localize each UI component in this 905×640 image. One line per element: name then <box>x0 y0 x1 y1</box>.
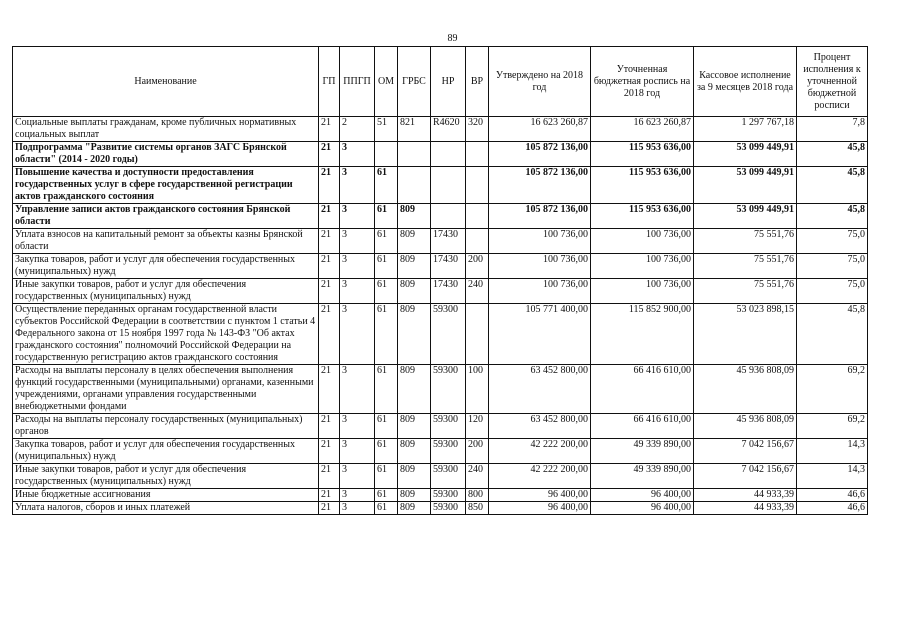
cell-vr <box>466 229 489 254</box>
cell-approved: 42 222 200,00 <box>489 464 591 489</box>
header-approved: Утверждено на 2018 год <box>489 47 591 117</box>
cell-om: 61 <box>375 229 398 254</box>
cell-om: 61 <box>375 254 398 279</box>
cell-vr: 850 <box>466 502 489 515</box>
cell-om: 61 <box>375 365 398 414</box>
cell-percent: 46,6 <box>797 502 868 515</box>
cell-percent: 14,3 <box>797 439 868 464</box>
cell-nr: 17430 <box>431 229 466 254</box>
cell-vr: 100 <box>466 365 489 414</box>
cell-name: Управление записи актов гражданского состояния Брянской области <box>13 204 319 229</box>
table-row <box>13 502 868 515</box>
cell-refined: 49 339 890,00 <box>591 464 694 489</box>
cell-name: Уплата налогов, сборов и иных платежей <box>13 502 319 515</box>
cell-gp: 21 <box>319 439 340 464</box>
cell-nr: 59300 <box>431 489 466 502</box>
cell-cash: 44 933,39 <box>694 489 797 502</box>
cell-name: Расходы на выплаты персоналу в целях обеспечения выполнения функций государственными (муниципальными) органами, казенными учреждениями, органами управления государственными внебюджетными фондами <box>13 365 319 414</box>
cell-name: Осуществление переданных органам государственной власти субъектов Российской Федерации в соответствии с пунктом 1 статьи 4 Федерального закона от 15 ноября 1997 года № 143-ФЗ "Об актах гражданского состояния" полномочий Российской Федерации на государственную регистрацию актов гражданского состояния <box>13 304 319 365</box>
header-cash: Кассовое исполнение за 9 месяцев 2018 года <box>694 47 797 117</box>
header-name: Наименование <box>13 47 319 117</box>
cell-name: Социальные выплаты гражданам, кроме публичных нормативных социальных выплат <box>13 117 319 142</box>
cell-grbs <box>398 167 431 204</box>
cell-vr: 120 <box>466 414 489 439</box>
cell-vr <box>466 142 489 167</box>
cell-percent: 45,8 <box>797 142 868 167</box>
cell-om: 61 <box>375 502 398 515</box>
cell-refined: 96 400,00 <box>591 489 694 502</box>
cell-ppgp: 3 <box>340 142 375 167</box>
cell-gp: 21 <box>319 229 340 254</box>
cell-refined: 115 953 636,00 <box>591 142 694 167</box>
cell-gp: 21 <box>319 204 340 229</box>
cell-om: 51 <box>375 117 398 142</box>
cell-gp: 21 <box>319 464 340 489</box>
budget-table <box>12 46 868 515</box>
cell-nr: 59300 <box>431 502 466 515</box>
cell-grbs: 809 <box>398 464 431 489</box>
cell-nr <box>431 167 466 204</box>
cell-vr: 240 <box>466 464 489 489</box>
cell-cash: 7 042 156,67 <box>694 464 797 489</box>
cell-cash: 53 099 449,91 <box>694 204 797 229</box>
cell-approved: 96 400,00 <box>489 502 591 515</box>
cell-cash: 7 042 156,67 <box>694 439 797 464</box>
cell-ppgp: 2 <box>340 117 375 142</box>
cell-ppgp: 3 <box>340 439 375 464</box>
table-row <box>13 117 868 142</box>
cell-percent: 45,8 <box>797 304 868 365</box>
cell-cash: 53 023 898,15 <box>694 304 797 365</box>
cell-percent: 46,6 <box>797 489 868 502</box>
cell-refined: 66 416 610,00 <box>591 414 694 439</box>
cell-percent: 45,8 <box>797 167 868 204</box>
cell-refined: 115 852 900,00 <box>591 304 694 365</box>
cell-nr: 59300 <box>431 439 466 464</box>
cell-nr: 59300 <box>431 464 466 489</box>
cell-grbs <box>398 142 431 167</box>
cell-ppgp: 3 <box>340 502 375 515</box>
cell-om: 61 <box>375 489 398 502</box>
cell-grbs: 809 <box>398 204 431 229</box>
cell-vr: 800 <box>466 489 489 502</box>
cell-nr <box>431 204 466 229</box>
cell-cash: 53 099 449,91 <box>694 167 797 204</box>
cell-vr: 200 <box>466 439 489 464</box>
cell-name: Расходы на выплаты персоналу государственных (муниципальных) органов <box>13 414 319 439</box>
cell-ppgp: 3 <box>340 167 375 204</box>
cell-grbs: 809 <box>398 439 431 464</box>
table-row <box>13 439 868 464</box>
cell-cash: 44 933,39 <box>694 502 797 515</box>
cell-gp: 21 <box>319 117 340 142</box>
cell-percent: 75,0 <box>797 229 868 254</box>
table-row <box>13 304 868 365</box>
table-row <box>13 229 868 254</box>
cell-approved: 63 452 800,00 <box>489 414 591 439</box>
cell-grbs: 809 <box>398 489 431 502</box>
cell-approved: 100 736,00 <box>489 279 591 304</box>
cell-gp: 21 <box>319 502 340 515</box>
cell-percent: 75,0 <box>797 279 868 304</box>
cell-gp: 21 <box>319 167 340 204</box>
cell-grbs: 809 <box>398 304 431 365</box>
cell-grbs: 809 <box>398 229 431 254</box>
cell-gp: 21 <box>319 254 340 279</box>
cell-percent: 7,8 <box>797 117 868 142</box>
cell-nr: 59300 <box>431 414 466 439</box>
cell-name: Подпрограмма "Развитие системы органов ЗАГС Брянской области" (2014 - 2020 годы) <box>13 142 319 167</box>
header-row <box>13 47 868 117</box>
cell-om <box>375 142 398 167</box>
cell-gp: 21 <box>319 414 340 439</box>
table-row <box>13 167 868 204</box>
header-refined: Уточненная бюджетная роспись на 2018 год <box>591 47 694 117</box>
cell-om: 61 <box>375 167 398 204</box>
cell-approved: 105 872 136,00 <box>489 204 591 229</box>
cell-om: 61 <box>375 464 398 489</box>
cell-cash: 75 551,76 <box>694 254 797 279</box>
cell-approved: 63 452 800,00 <box>489 365 591 414</box>
cell-gp: 21 <box>319 304 340 365</box>
cell-om: 61 <box>375 414 398 439</box>
table-row <box>13 489 868 502</box>
cell-refined: 49 339 890,00 <box>591 439 694 464</box>
cell-ppgp: 3 <box>340 304 375 365</box>
cell-cash: 75 551,76 <box>694 229 797 254</box>
cell-percent: 14,3 <box>797 464 868 489</box>
cell-cash: 53 099 449,91 <box>694 142 797 167</box>
cell-ppgp: 3 <box>340 254 375 279</box>
header-gp: ГП <box>319 47 340 117</box>
cell-om: 61 <box>375 304 398 365</box>
table-row <box>13 204 868 229</box>
cell-cash: 75 551,76 <box>694 279 797 304</box>
cell-percent: 75,0 <box>797 254 868 279</box>
cell-percent: 45,8 <box>797 204 868 229</box>
cell-refined: 16 623 260,87 <box>591 117 694 142</box>
cell-approved: 16 623 260,87 <box>489 117 591 142</box>
cell-name: Закупка товаров, работ и услуг для обеспечения государственных (муниципальных) нужд <box>13 439 319 464</box>
cell-vr: 320 <box>466 117 489 142</box>
cell-name: Иные закупки товаров, работ и услуг для обеспечения государственных (муниципальных) нужд <box>13 279 319 304</box>
cell-refined: 96 400,00 <box>591 502 694 515</box>
cell-grbs: 809 <box>398 414 431 439</box>
cell-ppgp: 3 <box>340 464 375 489</box>
header-ppgp: ППГП <box>340 47 375 117</box>
cell-grbs: 821 <box>398 117 431 142</box>
cell-refined: 100 736,00 <box>591 229 694 254</box>
cell-cash: 45 936 808,09 <box>694 365 797 414</box>
header-percent: Процент исполнения к уточненной бюджетной росписи <box>797 47 868 117</box>
cell-name: Закупка товаров, работ и услуг для обеспечения государственных (муниципальных) нужд <box>13 254 319 279</box>
cell-refined: 115 953 636,00 <box>591 167 694 204</box>
table-row <box>13 365 868 414</box>
cell-name: Иные бюджетные ассигнования <box>13 489 319 502</box>
cell-gp: 21 <box>319 279 340 304</box>
cell-refined: 100 736,00 <box>591 279 694 304</box>
cell-vr <box>466 167 489 204</box>
cell-ppgp: 3 <box>340 279 375 304</box>
cell-name: Уплата взносов на капитальный ремонт за объекты казны Брянской области <box>13 229 319 254</box>
page-number: 89 <box>447 33 458 44</box>
cell-cash: 45 936 808,09 <box>694 414 797 439</box>
cell-approved: 100 736,00 <box>489 254 591 279</box>
cell-vr <box>466 204 489 229</box>
cell-gp: 21 <box>319 142 340 167</box>
cell-om: 61 <box>375 279 398 304</box>
cell-percent: 69,2 <box>797 365 868 414</box>
table-row <box>13 464 868 489</box>
table-row <box>13 142 868 167</box>
cell-gp: 21 <box>319 489 340 502</box>
cell-grbs: 809 <box>398 365 431 414</box>
cell-name: Иные закупки товаров, работ и услуг для обеспечения государственных (муниципальных) нужд <box>13 464 319 489</box>
cell-ppgp: 3 <box>340 489 375 502</box>
cell-grbs: 809 <box>398 279 431 304</box>
cell-ppgp: 3 <box>340 414 375 439</box>
cell-approved: 96 400,00 <box>489 489 591 502</box>
cell-vr: 240 <box>466 279 489 304</box>
table-row <box>13 254 868 279</box>
cell-refined: 100 736,00 <box>591 254 694 279</box>
cell-ppgp: 3 <box>340 204 375 229</box>
cell-gp: 21 <box>319 365 340 414</box>
header-nr: НР <box>431 47 466 117</box>
cell-approved: 105 771 400,00 <box>489 304 591 365</box>
cell-cash: 1 297 767,18 <box>694 117 797 142</box>
table-row <box>13 414 868 439</box>
cell-percent: 69,2 <box>797 414 868 439</box>
cell-grbs: 809 <box>398 254 431 279</box>
cell-approved: 105 872 136,00 <box>489 167 591 204</box>
header-om: ОМ <box>375 47 398 117</box>
cell-refined: 66 416 610,00 <box>591 365 694 414</box>
cell-nr: R4620 <box>431 117 466 142</box>
cell-ppgp: 3 <box>340 365 375 414</box>
cell-om: 61 <box>375 439 398 464</box>
cell-grbs: 809 <box>398 502 431 515</box>
cell-approved: 105 872 136,00 <box>489 142 591 167</box>
header-grbs: ГРБС <box>398 47 431 117</box>
cell-name: Повышение качества и доступности предоставления государственных услуг в сфере государственной регистрации актов гражданского состояния <box>13 167 319 204</box>
cell-refined: 115 953 636,00 <box>591 204 694 229</box>
cell-om: 61 <box>375 204 398 229</box>
cell-ppgp: 3 <box>340 229 375 254</box>
table-row <box>13 279 868 304</box>
header-vr: ВР <box>466 47 489 117</box>
cell-nr: 17430 <box>431 279 466 304</box>
cell-nr <box>431 142 466 167</box>
cell-nr: 17430 <box>431 254 466 279</box>
cell-approved: 100 736,00 <box>489 229 591 254</box>
cell-vr <box>466 304 489 365</box>
cell-nr: 59300 <box>431 304 466 365</box>
cell-approved: 42 222 200,00 <box>489 439 591 464</box>
cell-vr: 200 <box>466 254 489 279</box>
cell-nr: 59300 <box>431 365 466 414</box>
